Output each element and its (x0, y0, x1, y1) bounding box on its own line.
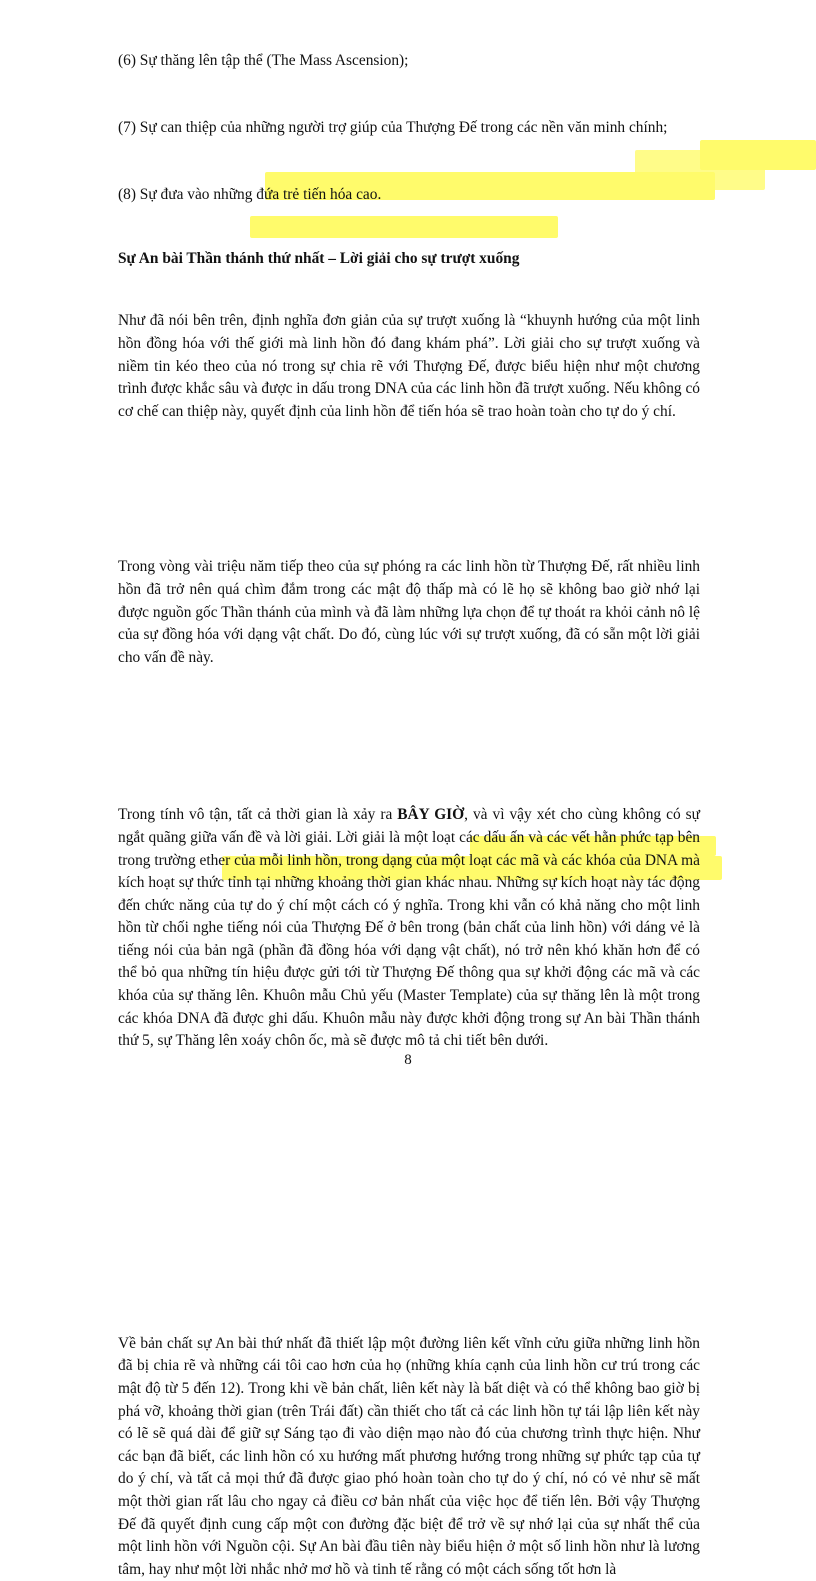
paragraph: Trong vòng vài triệu năm tiếp theo của sự phóng ra các linh hồn từ Thượng Đế, rất nhiều linh hồn đã trở nên quá chìm đắm trong các mật độ thấp mà có lẽ họ sẽ không bao giờ nhớ lại được nguồn gốc Thần thánh của mình và đã làm những lựa chọn để tự thoát ra khỏi cảnh nô lệ của sự đồng hóa với dạng vật chất. Do đó, cùng lúc với sự trượt xuống, đã có sẵn một lời giải cho vấn đề này. (118, 558, 700, 666)
list-item: (6) Sự thăng lên tập thể (The Mass Ascension); (118, 52, 409, 69)
paragraph (118, 804, 700, 1053)
highlight-mark (250, 216, 558, 238)
list-item: (8) Sự đưa vào những đứa trẻ tiến hóa cao. (118, 186, 382, 204)
emphasis-text: BÂY GIỜ (397, 806, 465, 824)
list-item: (7) Sự can thiệp của những người trợ giúp của Thượng Đế trong các nền văn minh chính; (118, 118, 668, 136)
paragraph-text: Trong tính vô tận, tất cả thời gian là xảy ra (118, 806, 398, 824)
section-heading: Sự An bài Thần thánh thứ nhất – Lời giải cho sự trượt xuống (118, 249, 520, 267)
paragraph-text: , và vì vậy xét cho cùng không có sự ngắt quãng giữa vấn đề và lời giải. Lời giải là một loạt các dấu ấn và các vết hằn phức tạp bên trong trường ether của mỗi linh hồn, trong dạng của một loạt các mã và các khóa của DNA mà kích hoạt sự thức tỉnh tại những khoảng thời gian khác nhau. Những sự kích hoạt này tác động đến chức năng của tự do ý chí một cách có ý nghĩa. Trong khi vẫn có khả năng cho một linh hồn từ chối nghe tiếng nói của Thượng Đế ở bên trong (bản chất của linh hồn) với dáng vẻ là tiếng nói của bản ngã (phần đã đồng hóa với dạng vật chất), nó trở nên khó khăn hơn để có thể bỏ qua những tín hiệu được gửi tới từ Thượng Đế thông qua sự khởi động các mã và các khóa của sự thăng lên. Khuôn mẫu Chủ yếu (Master Template) của sự thăng lên là một trong các khóa DNA đã được ghi dấu. Khuôn mẫu này được khởi động trong sự An bài Thần thánh thứ 5, sự Thăng lên xoáy chôn ốc, mà sẽ được mô tả chi tiết bên dưới. (118, 806, 700, 1050)
paragraph: Về bản chất sự An bài thứ nhất đã thiết lập một đường liên kết vĩnh cửu giữa những linh hồn đã bị chia rẽ và những cái tôi cao hơn của họ (những khía cạnh của linh hồn cư trú trong các mật độ từ 5 đến 12). Trong khi về bản chất, liên kết này là bất diệt và có thể không bao giờ bị phá vỡ, khoảng thời gian (trên Trái đất) cần thiết cho tất cả các linh hồn tự tái lập liên kết này có lẽ sẽ quá dài để giữ sự Sáng tạo đi vào diện mạo nào đó của chương trình thực hiện. Như các bạn đã biết, các linh hồn có xu hướng mất phương hướng trong những sự phức tạp của tự do ý chí, và tất cả mọi thứ đã được giao phó hoàn toàn cho tự do ý chí, nó có vẻ như sẽ mất một thời gian rất lâu cho ngay cả điều cơ bản nhất của việc học để tiến lên. Bởi vậy Thượng Đế đã quyết định cung cấp một con đường đặc biệt để trở về sự nhớ lại của sự nhất thể của một linh hồn với Nguồn cội. Sự An bài đầu tiên này biểu hiện ở một số linh hồn như là lương tâm, hay như một lời nhắc nhở mơ hồ và tinh tế rằng có một cách sống tốt hơn là (118, 1334, 700, 1578)
page-number: 8 (404, 1052, 412, 1068)
paragraph: Như đã nói bên trên, định nghĩa đơn giản của sự trượt xuống là “khuynh hướng của một linh hồn đồng hóa với thế giới mà linh hồn đó đang khám phá”. Lời giải cho sự trượt xuống và niềm tin kéo theo của nó trong sự chia rẽ với Thượng Đế, được biểu hiện như một chương trình được khắc sâu và được in dấu trong DNA của các linh hồn đã trượt xuống. Nếu không có cơ chế can thiệp này, quyết định của linh hồn để tiến hóa sẽ trao hoàn toàn cho tự do ý chí. (118, 312, 700, 420)
